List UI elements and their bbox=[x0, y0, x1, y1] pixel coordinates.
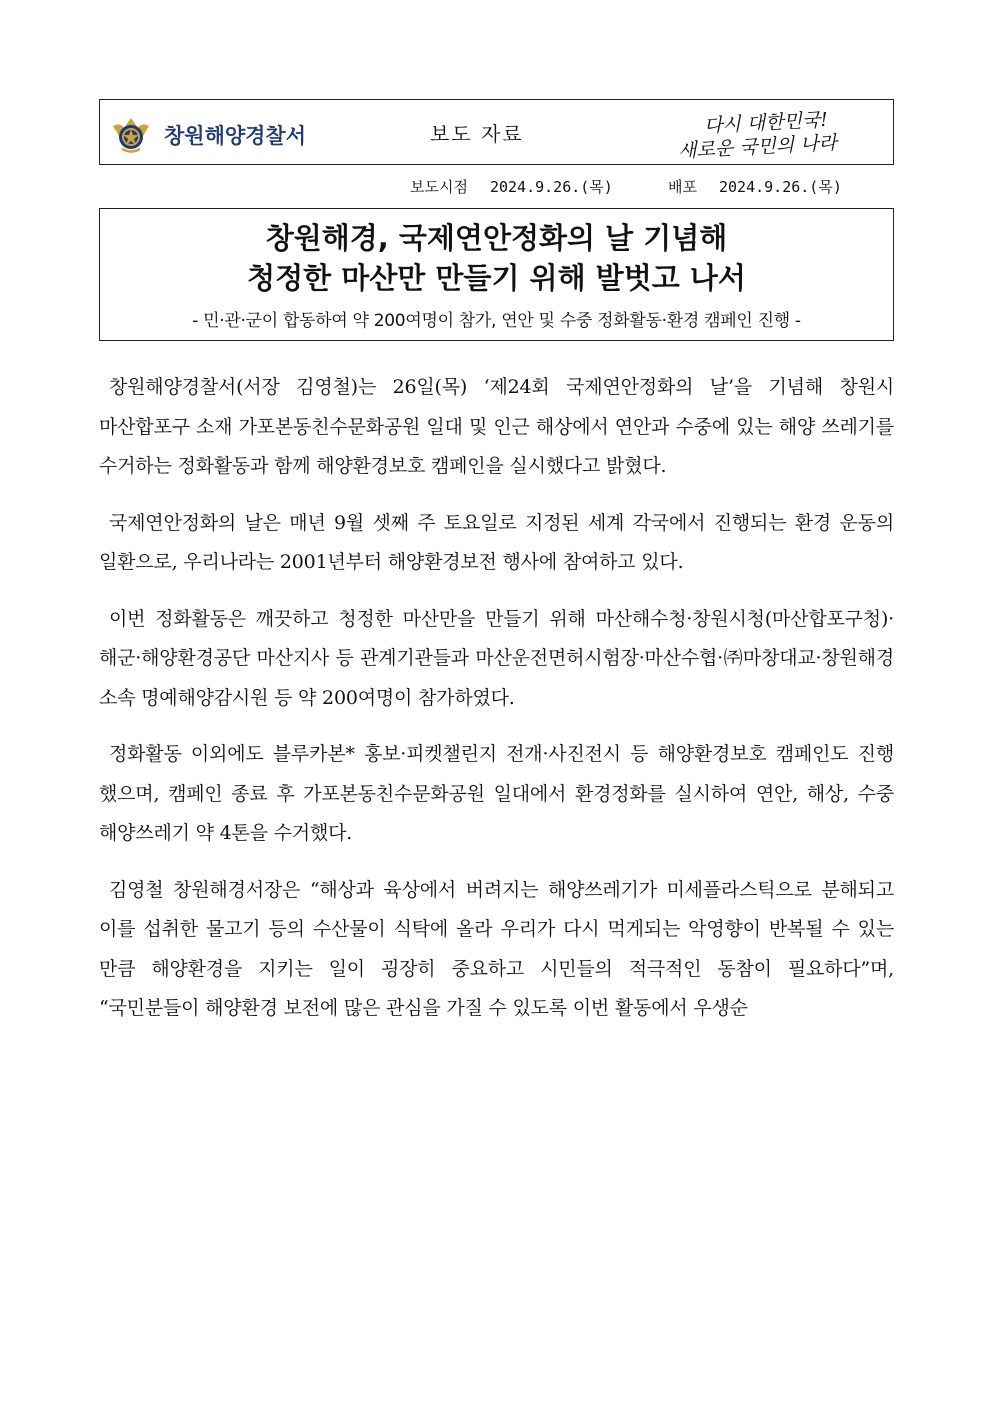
report-time bbox=[410, 176, 613, 197]
headline-subtitle: - 민·관·군이 합동하여 약 200여명이 참가, 연안 및 수중 정화활동·환경 캠페인 진행 - bbox=[192, 311, 801, 331]
headline-line-2: 청정한 마산만 만들기 위해 발벗고 나서 bbox=[247, 261, 746, 295]
headline-line-1: 창원해경, 국제연안정화의 날 기념해 bbox=[265, 221, 728, 255]
agency-name: 창원해양경찰서 bbox=[164, 124, 307, 148]
document-type: 보도 자료 bbox=[430, 122, 524, 146]
paragraph: 국제연안정화의 날은 매년 9월 셋째 주 토요일로 지정된 세계 각국에서 진행되는 환경 운동의 일환으로, 우리나라는 2001년부터 해양환경보전 행사에 참여하고 있다. bbox=[99, 511, 894, 573]
paragraph: 정화활동 이외에도 블루카본* 홍보·피켓챌린지 전개·사진전시 등 해양환경보호 캠페인도 진행 했으며, 캠페인 종료 후 가포본동친수문화공원 일대에서 환경정화를 실시하여 연안, 해상, 수중 해양쓰레기 약 4톤을 수거했다. bbox=[99, 743, 894, 844]
slogan-line-1: 다시 대한민국! bbox=[703, 108, 829, 138]
slogan-line-2: 새로운 국민의 나라 bbox=[677, 131, 838, 163]
article-body bbox=[99, 368, 894, 1046]
press-header bbox=[99, 99, 894, 165]
report-time-value: 2024.9.26.(목) bbox=[489, 178, 613, 196]
paragraph: 김영철 창원해경서장은 “해상과 육상에서 버려지는 해양쓰레기가 미세플라스틱으로 분해되고 이를 섭취한 물고기 등의 수산물이 식탁에 올라 우리가 다시 먹게되는 악영향이 반복될 수 있는 만큼 해양환경을 지키는 일이 굉장히 중요하고 시민들의 적극적인 동참이 필요하다”며, “국민분들이 해양환경 보전에 많은 관심을 가질 수 있도록 이번 활동에서 우생순 bbox=[99, 878, 894, 1019]
slogan bbox=[676, 106, 876, 163]
headline-box bbox=[99, 208, 894, 341]
paragraph: 이번 정화활동은 깨끗하고 청정한 마산만을 만들기 위해 마산해수청·창원시청(마산합포구청)·해군·해양환경공단 마산지사 등 관계기관들과 마산운전면허시험장·마산수협·㈜마창대교·창원해경 소속 명예해양감시원 등 약 200여명이 참가하였다. bbox=[99, 607, 894, 709]
coast-guard-emblem-icon bbox=[110, 112, 152, 154]
distribution-label: 배포 bbox=[668, 178, 697, 196]
distribution-time bbox=[668, 176, 842, 197]
report-time-label: 보도시점 bbox=[410, 178, 468, 196]
distribution-value: 2024.9.26.(목) bbox=[718, 178, 842, 196]
agency-logo bbox=[110, 112, 320, 154]
paragraph: 창원해양경찰서(서장 김영철)는 26일(목) ‘제24회 국제연안정화의 날’을 기념해 창원시 마산합포구 소재 가포본동친수문화공원 일대 및 인근 해상에서 연안과 수중에 있는 해양 쓰레기를 수거하는 정화활동과 함께 해양환경보호 캠페인을 실시했다고 밝혔다. bbox=[99, 376, 894, 477]
